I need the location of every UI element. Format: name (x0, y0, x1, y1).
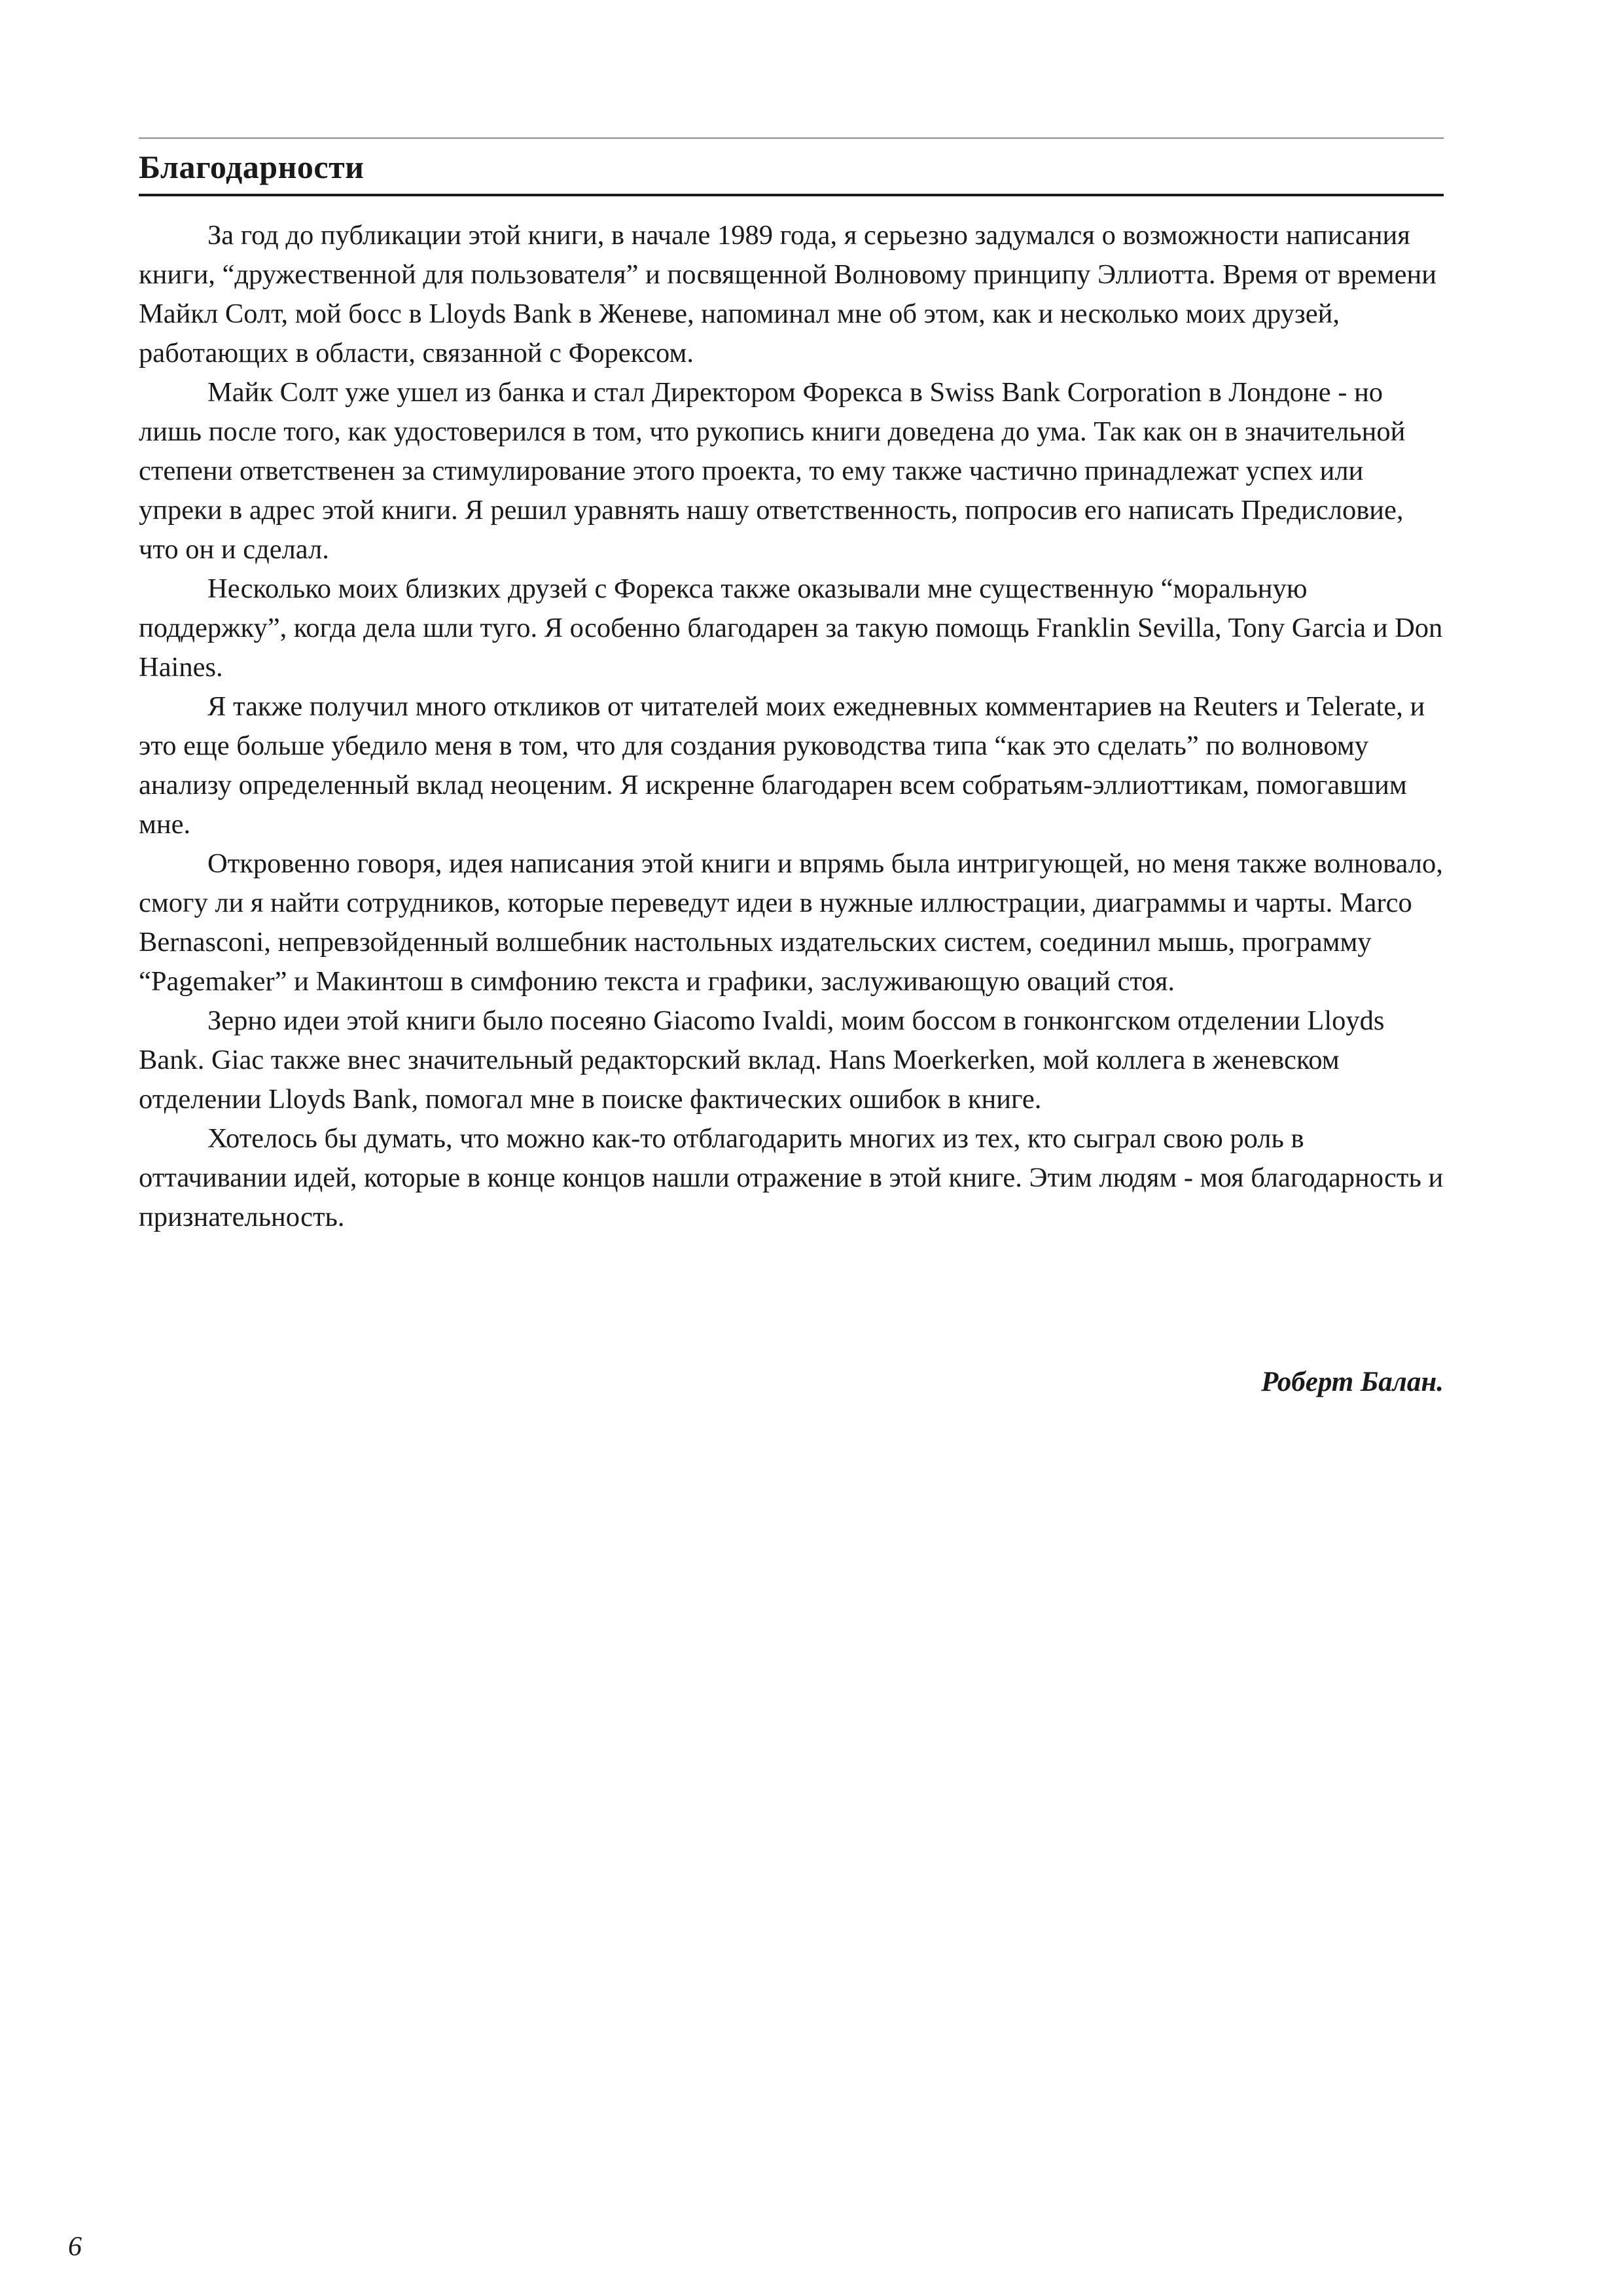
top-divider (139, 137, 1444, 139)
acknowledgements-body (139, 216, 1444, 1237)
paragraph-4: Я также получил много откликов от читателей моих ежедневных комментариев на Reuters и Telerate, и это еще больше убедило меня в том, что для создания руководства типа “как это сделать” по волновому анализу определенный вклад неоценим. Я искренне благодарен всем собратьям-эллиоттикам, помогавшим мне. (139, 691, 1425, 840)
paragraph-5: Откровенно говоря, идея написания этой книги и впрямь была интригующей, но меня также волновало, смогу ли я найти сотрудников, которые переведут идеи в нужные иллюстрации, диаграммы и чарты. Marco Bernasconi, непревзойденный волшебник настольных издательских систем, соединил мышь, программу “Pagemaker” и Макинтош в симфонию текста и графики, заслуживающую оваций стоя. (139, 848, 1443, 997)
section-title: Благодарности (139, 149, 365, 185)
title-underline (139, 194, 1444, 196)
paragraph-6: Зерно идеи этой книги было посеяно Giacomo Ivaldi, моим боссом в гонконгском отделении Lloyds Bank. Giac также внес значительный редакторский вклад. Hans Moerkerken, мой коллега в женевском отделении Lloyds Bank, помогал мне в поиске фактических ошибок в книге. (139, 1005, 1385, 1115)
paragraph-2: Майк Солт уже ушел из банка и стал Директором Форекса в Swiss Bank Corporation в Лондоне - но лишь после того, как удостоверился в том, что рукопись книги доведена до ума. Так как он в значительной степени ответственен за стимулирование этого проекта, то ему также частично принадлежат успех или упреки в адрес этой книги. Я решил уравнять нашу ответственность, попросив его написать Предисловие, что он и сделал. (139, 377, 1406, 565)
paragraph-7: Хотелось бы думать, что можно как-то отблагодарить многих из тех, кто сыграл свою роль в оттачивании идей, которые в конце концов нашли отражение в этой книге. Этим людям - моя благодарность и признательность. (139, 1123, 1444, 1232)
author-signature: Роберт Балан. (1261, 1367, 1444, 1397)
paragraph-3: Несколько моих близких друзей с Форекса также оказывали мне существенную “моральную поддержку”, когда дела шли туго. Я особенно благодарен за такую помощь Franklin Sevilla, Tony Garcia и Don Haines. (139, 573, 1443, 683)
page-number: 6 (68, 2232, 82, 2262)
paragraph-1: За год до публикации этой книги, в начале 1989 года, я серьезно задумался о возможности написания книги, “дружественной для пользователя” и посвященной Волновому принципу Эллиотта. Время от времени Майкл Солт, мой босс в Lloyds Bank в Женеве, напоминал мне об этом, как и несколько моих друзей, работающих в области, связанной с Форексом. (139, 220, 1436, 368)
